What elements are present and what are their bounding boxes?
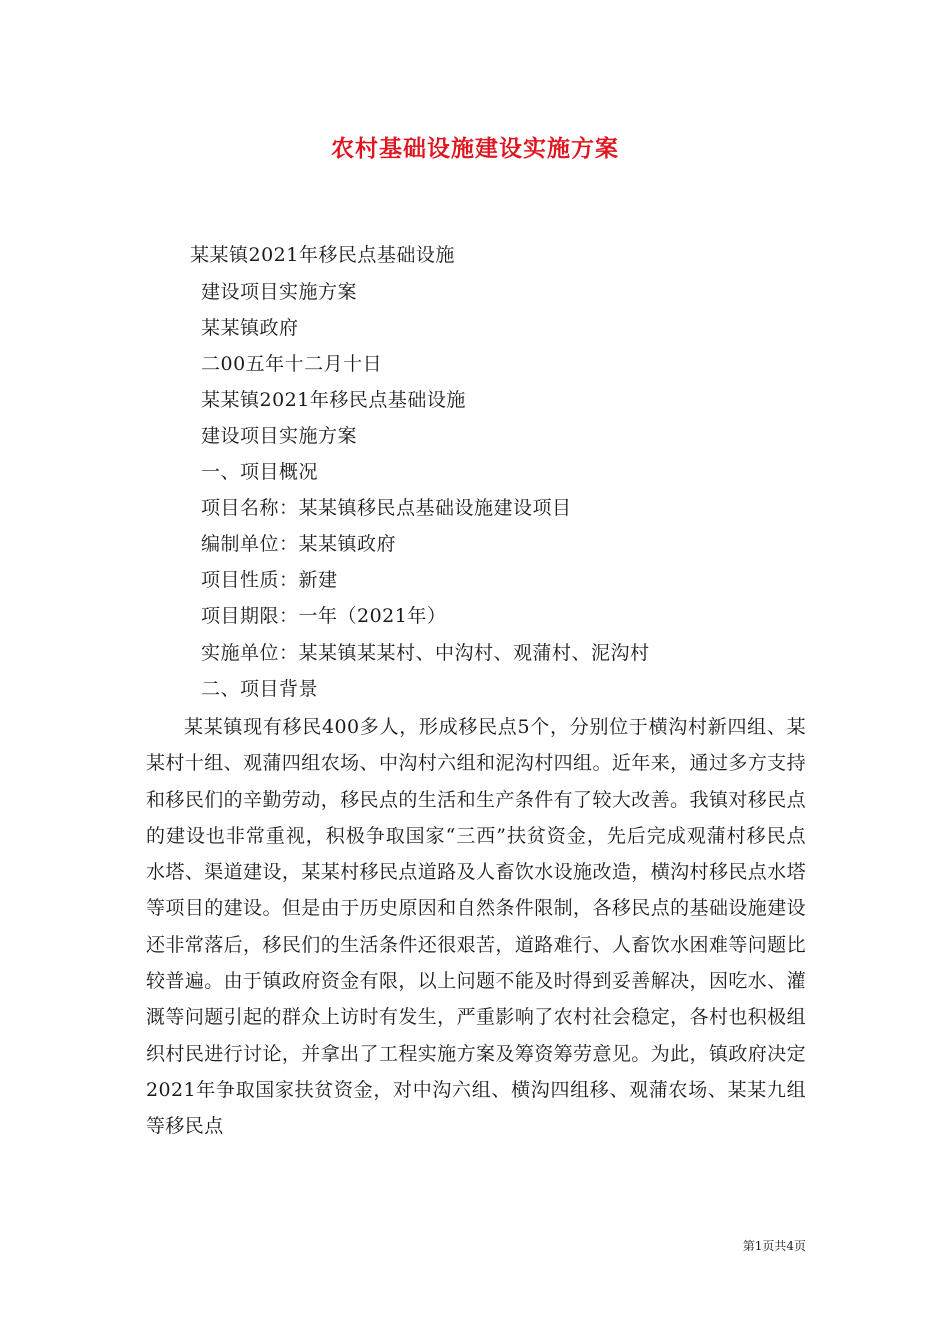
- project-nature-line: 项目性质：新建: [201, 569, 338, 591]
- header-line-6: 建设项目实施方案: [201, 425, 358, 447]
- implementing-units-line: 实施单位：某某镇某某村、中沟村、观蒲村、泥沟村: [201, 642, 650, 664]
- section-heading-background: 二、项目背景: [201, 678, 319, 700]
- background-paragraph: 某某镇现有移民400多人，形成移民点5个，分别位于横沟村新四组、某某村十组、观蒲四组农场、中沟村六组和泥沟村四组。近年来，通过多方支持和移民们的辛勤劳动，移民点的生活和生产条件有了较大改善。我镇对移民点的建设也非常重视，积极争取国家“三西”扶贫资金，先后完成观蒲村移民点水塔、渠道建设，某某村移民点道路及人畜饮水设施改造，横沟村移民点水塔等项目的建设。但是由于历史原因和自然条件限制，各移民点的基础设施建设还非常落后，移民们的生活条件还很艰苦，道路难行、人畜饮水困难等问题比较普遍。由于镇政府资金有限，以上问题不能及时得到妥善解决，因吃水、灌溉等问题引起的群众上访时有发生，严重影响了农村社会稳定，各村也积极组织村民进行讨论，并拿出了工程实施方案及筹资筹劳意见。为此，镇政府决定2021年争取国家扶贫资金，对中沟六组、横沟四组移、观蒲农场、某某九组等移民点: [146, 716, 806, 1138]
- project-period-line: 项目期限：一年（2021年）: [201, 605, 447, 627]
- section-heading-overview: 一、项目概况: [201, 461, 319, 483]
- header-line-2: 建设项目实施方案: [201, 281, 358, 303]
- header-line-3: 某某镇政府: [201, 317, 299, 339]
- compiler-line: 编制单位：某某镇政府: [201, 533, 397, 555]
- project-name-line: 项目名称：某某镇移民点基础设施建设项目: [201, 497, 572, 519]
- header-line-4: 二00五年十二月十日: [201, 353, 383, 375]
- document-title: 农村基础设施建设实施方案: [331, 135, 619, 162]
- page-indicator: 第1页共4页: [742, 1239, 806, 1253]
- header-line-1: 某某镇2021年移民点基础设施: [190, 244, 455, 266]
- header-line-5: 某某镇2021年移民点基础设施: [201, 389, 466, 411]
